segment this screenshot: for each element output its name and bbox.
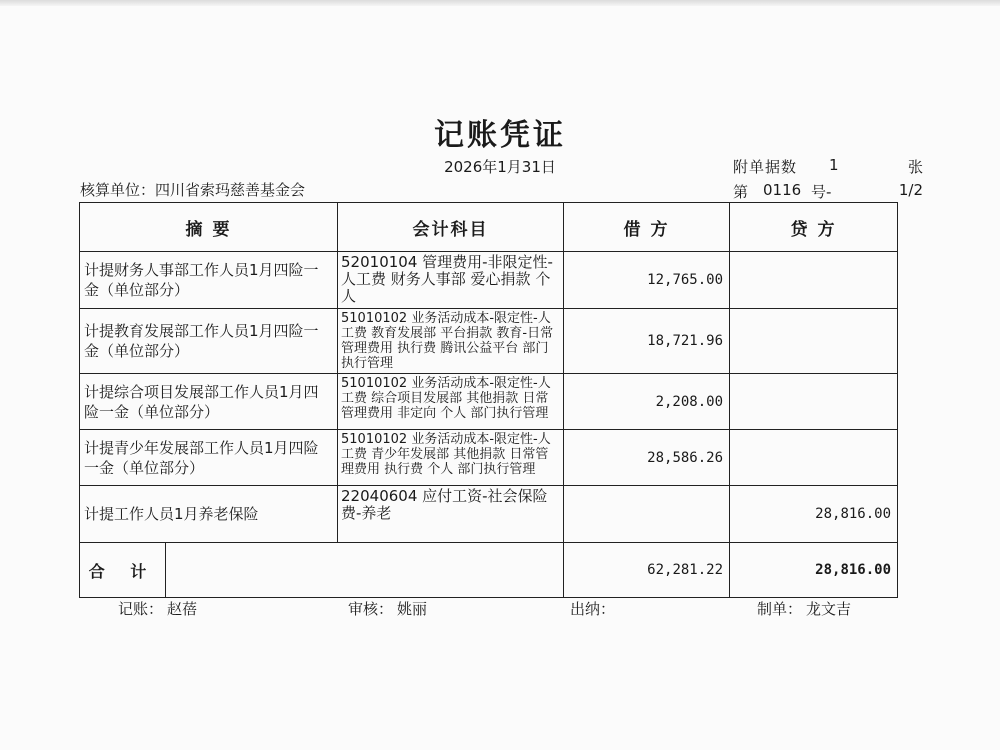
accounting-unit — [80, 179, 305, 200]
attachment-number: 1 — [829, 156, 839, 174]
attachment-count — [733, 156, 923, 177]
accounting-unit-name: 四川省索玛慈善基金会 — [155, 181, 306, 199]
row-summary: 计提青少年发展部工作人员1月四险一金（单位部分） — [80, 430, 338, 486]
row-account: 51010102 业务活动成本-限定性-人工费 青少年发展部 其他捐款 日常管理费用 执行费 个人 部门执行管理 — [338, 430, 564, 486]
total-label: 合 计 — [80, 543, 166, 598]
row-credit — [730, 309, 898, 374]
row-credit — [730, 252, 898, 309]
table-row — [80, 486, 898, 543]
scan-edge — [0, 0, 1000, 6]
row-summary: 计提财务人事部工作人员1月四险一金（单位部分） — [80, 252, 338, 309]
voucher-title: 记账凭证 — [434, 118, 566, 153]
reviewer-signature — [348, 598, 427, 619]
row-credit — [730, 374, 898, 430]
voucher-number — [733, 181, 923, 202]
row-debit: 2,208.00 — [564, 374, 730, 430]
cashier-label: 出纳： — [570, 600, 616, 618]
reviewer-name: 姚丽 — [397, 600, 428, 618]
preparer-label: 制单： — [757, 600, 803, 618]
voucher-date: 2026年1月31日 — [444, 158, 556, 176]
table-row — [80, 309, 898, 374]
table-row — [80, 430, 898, 486]
row-debit: 12,765.00 — [564, 252, 730, 309]
voucher-number-suffix: 号- — [811, 183, 832, 201]
voucher-number-label: 第 — [733, 183, 749, 201]
bookkeeper-label: 记账： — [118, 600, 164, 618]
table-row — [80, 252, 898, 309]
header-debit: 借 方 — [564, 203, 730, 252]
total-row — [80, 543, 898, 598]
bookkeeper-name: 赵蓓 — [167, 600, 198, 618]
total-credit: 28,816.00 — [730, 543, 898, 598]
table-row — [80, 374, 898, 430]
reviewer-label: 审核： — [348, 600, 394, 618]
header-summary: 摘 要 — [80, 203, 338, 252]
row-debit: 28,586.26 — [564, 430, 730, 486]
accounting-unit-label: 核算单位： — [80, 181, 156, 199]
row-credit — [730, 430, 898, 486]
header-account: 会计科目 — [338, 203, 564, 252]
row-credit: 28,816.00 — [730, 486, 898, 543]
voucher-page: 1/2 — [898, 181, 923, 199]
preparer-signature — [757, 598, 851, 619]
preparer-name: 龙文吉 — [806, 600, 852, 618]
voucher-table — [79, 202, 898, 598]
row-summary: 计提工作人员1月养老保险 — [80, 486, 338, 543]
total-blank — [166, 543, 564, 598]
row-account: 51010102 业务活动成本-限定性-人工费 教育发展部 平台捐款 教育-日常管理费用 执行费 腾讯公益平台 部门执行管理 — [338, 309, 564, 374]
table-header-row — [80, 203, 898, 252]
total-debit: 62,281.22 — [564, 543, 730, 598]
row-debit: 18,721.96 — [564, 309, 730, 374]
bookkeeper-signature — [118, 598, 197, 619]
voucher-number-value: 0116 — [763, 181, 802, 199]
row-summary: 计提教育发展部工作人员1月四险一金（单位部分） — [80, 309, 338, 374]
header-credit: 贷 方 — [730, 203, 898, 252]
row-account: 52010104 管理费用-非限定性-人工费 财务人事部 爱心捐款 个人 — [338, 252, 564, 309]
attachment-unit: 张 — [907, 158, 923, 176]
row-debit — [564, 486, 730, 543]
row-account: 51010102 业务活动成本-限定性-人工费 综合项目发展部 其他捐款 日常管理费用 非定向 个人 部门执行管理 — [338, 374, 564, 430]
row-summary: 计提综合项目发展部工作人员1月四险一金（单位部分） — [80, 374, 338, 430]
attachment-label: 附单据数 — [733, 158, 798, 176]
row-account: 22040604 应付工资-社会保险费-养老 — [338, 486, 564, 543]
cashier-signature — [570, 598, 619, 619]
